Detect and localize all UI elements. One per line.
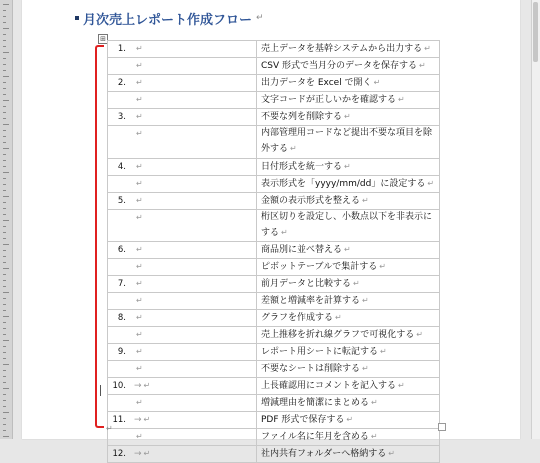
ruler-tick bbox=[3, 400, 6, 401]
table-row[interactable] bbox=[108, 41, 440, 58]
cell-mark-icon: ↵ bbox=[290, 144, 297, 153]
heading-line bbox=[75, 8, 264, 28]
step-description-cell[interactable] bbox=[257, 175, 440, 192]
cell-mark-icon: ↵ bbox=[371, 398, 378, 407]
cell-mark-icon: ↵ bbox=[136, 129, 143, 138]
step-description-cell[interactable] bbox=[257, 412, 440, 429]
step-description-cell[interactable] bbox=[257, 378, 440, 395]
cell-mark-icon: ↵ bbox=[136, 78, 143, 87]
step-number-cell[interactable] bbox=[108, 310, 257, 327]
step-description-cell[interactable] bbox=[257, 395, 440, 412]
cell-mark-icon: ↵ bbox=[427, 178, 435, 188]
step-description: 金額の表示形式を整える bbox=[261, 195, 361, 206]
ruler-tick bbox=[3, 268, 9, 269]
ruler-tick bbox=[3, 376, 6, 377]
ruler-tick bbox=[3, 64, 6, 65]
step-description: 表示形式を「yyyy/mm/dd」に設定する bbox=[261, 178, 426, 189]
tab-arrow-icon: → bbox=[134, 415, 142, 425]
step-number-cell[interactable] bbox=[108, 58, 257, 75]
step-number-cell[interactable] bbox=[108, 259, 257, 276]
cell-mark-icon: ↵ bbox=[136, 178, 143, 188]
paragraph-mark-icon: ↵ bbox=[256, 13, 264, 23]
step-description-cell[interactable] bbox=[257, 92, 440, 109]
step-number-cell[interactable] bbox=[108, 395, 257, 412]
step-description: 日付形式を統一する bbox=[261, 161, 343, 172]
cell-mark-icon: ↵ bbox=[380, 347, 387, 356]
step-number: 4. bbox=[117, 161, 126, 172]
ruler-tick bbox=[3, 310, 6, 311]
table-row[interactable] bbox=[108, 378, 440, 395]
step-number-cell[interactable] bbox=[108, 378, 257, 395]
step-number: 11. bbox=[112, 415, 126, 425]
cell-mark-icon: ↵ bbox=[362, 364, 369, 373]
page-title[interactable]: 月次売上レポート作成フロー bbox=[83, 12, 253, 28]
ruler-tick bbox=[3, 118, 6, 119]
cell-mark-icon: ↵ bbox=[136, 347, 143, 356]
step-description: 不要なシートは削除する bbox=[261, 364, 361, 374]
step-number-cell[interactable] bbox=[108, 109, 257, 126]
cell-mark-icon: ↵ bbox=[281, 227, 288, 237]
cell-mark-icon: ↵ bbox=[136, 296, 143, 305]
ruler-tick bbox=[3, 388, 9, 389]
step-number: 10. bbox=[112, 381, 126, 391]
cell-mark-icon: ↵ bbox=[143, 381, 151, 390]
step-description-cell[interactable] bbox=[257, 242, 440, 259]
ruler-tick bbox=[3, 238, 6, 239]
cell-mark-icon: ↵ bbox=[136, 262, 143, 271]
cell-mark-icon: ↵ bbox=[136, 212, 143, 222]
ruler-tick bbox=[3, 292, 9, 293]
step-description: 桁区切りを設定し、小数点以下を非表示にする bbox=[261, 211, 433, 238]
table-row[interactable] bbox=[108, 327, 440, 344]
step-description: レポート用シートに転記する bbox=[261, 347, 379, 357]
step-description: CSV 形式で当月分のデータを保存する bbox=[261, 61, 418, 71]
heading-bullet-icon bbox=[75, 16, 79, 20]
cell-mark-icon: ↵ bbox=[335, 313, 342, 322]
ruler-tick bbox=[3, 424, 6, 425]
ruler-tick bbox=[3, 418, 6, 419]
step-number-cell[interactable] bbox=[108, 293, 257, 310]
step-description: 文字コードが正しいかを確認する bbox=[261, 95, 397, 105]
cell-mark-icon: ↵ bbox=[136, 330, 143, 339]
ruler-tick bbox=[3, 334, 6, 335]
ruler-tick bbox=[3, 256, 6, 257]
flow-table[interactable] bbox=[107, 40, 440, 463]
step-description-cell[interactable] bbox=[257, 361, 440, 378]
end-paragraph-mark-icon: ↵ bbox=[106, 424, 113, 433]
ruler-tick bbox=[3, 274, 6, 275]
step-description-cell[interactable] bbox=[257, 75, 440, 92]
ruler-tick bbox=[3, 82, 6, 83]
ruler-tick bbox=[3, 124, 9, 125]
ruler-tick bbox=[3, 172, 9, 173]
step-number-cell[interactable] bbox=[108, 41, 257, 58]
table-row[interactable] bbox=[108, 175, 440, 192]
ruler-tick bbox=[3, 40, 6, 41]
ruler-tick bbox=[3, 22, 6, 23]
cell-mark-icon: ↵ bbox=[373, 78, 381, 87]
cell-mark-icon: ↵ bbox=[362, 195, 369, 205]
step-number-cell[interactable] bbox=[108, 126, 257, 159]
cell-mark-icon: ↵ bbox=[424, 44, 431, 53]
step-description-cell[interactable] bbox=[257, 259, 440, 276]
step-description-cell[interactable] bbox=[257, 276, 440, 293]
ruler-tick bbox=[3, 202, 6, 203]
step-number: 8. bbox=[117, 313, 126, 323]
ruler-tick bbox=[3, 52, 9, 53]
ruler-tick bbox=[3, 232, 6, 233]
cell-mark-icon: ↵ bbox=[136, 245, 143, 254]
cell-mark-icon: ↵ bbox=[136, 61, 143, 70]
step-number-cell[interactable] bbox=[108, 344, 257, 361]
ruler-tick bbox=[3, 46, 6, 47]
ruler-tick bbox=[3, 352, 6, 353]
ruler-tick bbox=[3, 358, 6, 359]
cell-mark-icon: ↵ bbox=[344, 161, 351, 171]
ruler-tick bbox=[3, 88, 6, 89]
cell-mark-icon: ↵ bbox=[136, 364, 143, 373]
table-row[interactable] bbox=[108, 276, 440, 293]
step-number-cell[interactable] bbox=[108, 92, 257, 109]
step-number-cell[interactable] bbox=[108, 276, 257, 293]
ruler-tick bbox=[3, 214, 6, 215]
step-description: 上長確認用にコメントを記入する bbox=[261, 381, 397, 391]
ruler-tick bbox=[3, 436, 9, 437]
step-description-cell[interactable] bbox=[257, 158, 440, 175]
step-number-cell[interactable] bbox=[108, 158, 257, 175]
ruler-tick bbox=[3, 94, 6, 95]
step-description: ピボットテーブルで集計する bbox=[261, 262, 378, 272]
scrollbar-thumb[interactable] bbox=[533, 2, 538, 62]
ruler-tick bbox=[3, 226, 6, 227]
ruler-tick bbox=[3, 160, 6, 161]
ruler-tick bbox=[3, 346, 6, 347]
ruler-tick bbox=[3, 280, 6, 281]
ruler-tick bbox=[3, 10, 6, 11]
step-description: 内部管理用コードなど提出不要な項目を除外する bbox=[261, 128, 433, 154]
tab-arrow-icon: → bbox=[134, 449, 142, 459]
step-description: 不要な列を削除する bbox=[261, 112, 343, 122]
ruler-tick bbox=[3, 76, 9, 77]
cell-mark-icon: ↵ bbox=[143, 449, 151, 458]
ruler-tick bbox=[3, 100, 9, 101]
cell-mark-icon: ↵ bbox=[136, 398, 143, 407]
cell-mark-icon: ↵ bbox=[398, 381, 405, 390]
ruler-tick bbox=[3, 58, 6, 59]
step-description-cell[interactable] bbox=[257, 344, 440, 361]
table-row[interactable] bbox=[108, 429, 440, 446]
step-description: 増減理由を簡潔にまとめる bbox=[261, 398, 370, 408]
vertical-scrollbar[interactable] bbox=[531, 0, 540, 439]
step-number: 5. bbox=[117, 195, 126, 206]
table-row[interactable] bbox=[108, 310, 440, 327]
step-number-cell[interactable] bbox=[108, 327, 257, 344]
table-row[interactable] bbox=[108, 158, 440, 175]
table-row[interactable] bbox=[108, 293, 440, 310]
table-row[interactable] bbox=[108, 75, 440, 92]
cell-mark-icon: ↵ bbox=[136, 44, 143, 53]
step-number: 12. bbox=[112, 449, 126, 459]
step-number-cell[interactable] bbox=[108, 192, 257, 209]
table-row[interactable] bbox=[108, 242, 440, 259]
vertical-ruler[interactable] bbox=[0, 0, 13, 439]
ruler-tick bbox=[3, 322, 6, 323]
ruler-tick bbox=[3, 28, 9, 29]
step-description: ファイル名に年月を含める bbox=[261, 432, 369, 442]
cell-mark-icon: ↵ bbox=[136, 313, 143, 322]
ruler-tick bbox=[3, 382, 6, 383]
step-description-cell[interactable] bbox=[257, 209, 440, 242]
ruler-tick bbox=[3, 220, 9, 221]
step-description-cell[interactable] bbox=[257, 58, 440, 75]
ruler-tick bbox=[3, 250, 6, 251]
ruler-tick bbox=[3, 196, 9, 197]
step-number-cell[interactable] bbox=[108, 446, 257, 463]
ruler-tick bbox=[3, 406, 6, 407]
step-description: 商品別に並べ替える bbox=[261, 245, 343, 255]
ruler-tick bbox=[3, 208, 6, 209]
cell-mark-icon: ↵ bbox=[136, 95, 143, 104]
ruler-tick bbox=[3, 106, 6, 107]
step-number: 9. bbox=[117, 347, 126, 357]
step-number-cell[interactable] bbox=[108, 242, 257, 259]
table-row[interactable] bbox=[108, 109, 440, 126]
ruler-tick bbox=[3, 394, 6, 395]
ruler-tick bbox=[3, 328, 6, 329]
ruler-tick bbox=[3, 364, 9, 365]
cell-mark-icon: ↵ bbox=[388, 449, 395, 458]
cell-mark-icon: ↵ bbox=[370, 432, 378, 441]
step-description-cell[interactable] bbox=[257, 192, 440, 209]
cell-mark-icon: ↵ bbox=[136, 112, 143, 121]
cell-mark-icon: ↵ bbox=[362, 296, 369, 305]
ruler-tick bbox=[3, 286, 6, 287]
ruler-tick bbox=[3, 166, 6, 167]
table-row[interactable] bbox=[108, 192, 440, 209]
cell-mark-icon: ↵ bbox=[143, 415, 151, 424]
table-row[interactable] bbox=[108, 92, 440, 109]
ruler-tick bbox=[3, 136, 6, 137]
step-number: 7. bbox=[117, 279, 126, 289]
table-row[interactable] bbox=[108, 412, 440, 429]
ruler-tick bbox=[3, 142, 6, 143]
table-row[interactable] bbox=[108, 58, 440, 75]
step-description-cell[interactable] bbox=[257, 126, 440, 159]
cell-mark-icon: ↵ bbox=[344, 245, 351, 254]
cell-mark-icon: ↵ bbox=[136, 161, 143, 171]
step-number: 1. bbox=[117, 44, 126, 54]
step-description-cell[interactable] bbox=[257, 109, 440, 126]
step-description-cell[interactable] bbox=[257, 327, 440, 344]
step-number-cell[interactable] bbox=[108, 209, 257, 242]
table-row[interactable] bbox=[108, 395, 440, 412]
ruler-tick bbox=[3, 112, 6, 113]
table-row[interactable] bbox=[108, 446, 440, 463]
table-move-handle-icon[interactable]: ⊞ bbox=[98, 34, 108, 44]
ruler-tick bbox=[3, 34, 6, 35]
ruler-tick bbox=[3, 154, 6, 155]
ruler-tick bbox=[3, 178, 6, 179]
table-row[interactable] bbox=[108, 361, 440, 378]
ruler-tick bbox=[3, 190, 6, 191]
cell-mark-icon: ↵ bbox=[353, 279, 360, 288]
step-description: 差額と増減率を計算する bbox=[261, 296, 361, 306]
ruler-tick bbox=[3, 298, 6, 299]
step-description-cell[interactable] bbox=[257, 446, 440, 463]
ruler-tick bbox=[3, 340, 9, 341]
table-row[interactable] bbox=[108, 209, 440, 242]
step-number-cell[interactable] bbox=[108, 429, 257, 446]
cell-mark-icon: ↵ bbox=[136, 195, 143, 205]
tab-arrow-icon: → bbox=[134, 381, 142, 391]
step-number-cell[interactable] bbox=[108, 175, 257, 192]
step-description-cell[interactable] bbox=[257, 429, 440, 446]
ruler-tick bbox=[3, 430, 6, 431]
step-description: グラフを作成する bbox=[261, 313, 334, 323]
step-number: 3. bbox=[117, 112, 126, 122]
step-number-cell[interactable] bbox=[108, 412, 257, 429]
table-row[interactable] bbox=[108, 126, 440, 159]
ruler-tick bbox=[3, 148, 9, 149]
table-row[interactable] bbox=[108, 259, 440, 276]
step-number: 6. bbox=[117, 245, 126, 255]
ruler-tick bbox=[3, 16, 6, 17]
table-row[interactable] bbox=[108, 344, 440, 361]
step-description: 売上推移を折れ線グラフで可視化する bbox=[261, 330, 415, 340]
cell-mark-icon: ↵ bbox=[136, 432, 143, 441]
ruler-tick bbox=[3, 262, 6, 263]
cell-mark-icon: ↵ bbox=[398, 95, 405, 104]
ruler-tick bbox=[3, 304, 6, 305]
text-cursor bbox=[100, 385, 101, 396]
red-bracket-annotation bbox=[95, 45, 104, 428]
cell-mark-icon: ↵ bbox=[136, 279, 143, 288]
ruler-tick bbox=[3, 370, 6, 371]
ruler-tick bbox=[3, 184, 6, 185]
ruler-tick bbox=[3, 316, 9, 317]
step-number-cell[interactable] bbox=[108, 75, 257, 92]
ruler-tick bbox=[3, 130, 6, 131]
ruler-tick bbox=[3, 412, 9, 413]
ruler-tick bbox=[3, 70, 6, 71]
cell-mark-icon: ↵ bbox=[344, 112, 351, 121]
ruler-tick bbox=[3, 244, 9, 245]
step-description: PDF 形式で保存する bbox=[261, 415, 345, 425]
table-resize-handle-icon[interactable] bbox=[438, 423, 446, 431]
step-number: 2. bbox=[117, 78, 126, 88]
ruler-tick bbox=[3, 4, 9, 5]
step-description: 売上データを基幹システムから出力する bbox=[261, 44, 423, 54]
cell-mark-icon: ↵ bbox=[379, 262, 386, 271]
cell-mark-icon: ↵ bbox=[416, 330, 423, 339]
step-description-cell[interactable] bbox=[257, 310, 440, 327]
step-description: 出力データを Excel で開く bbox=[261, 78, 372, 88]
step-description-cell[interactable] bbox=[257, 41, 440, 58]
cell-mark-icon: ↵ bbox=[346, 415, 354, 424]
step-description: 前月データと比較する bbox=[261, 279, 352, 289]
step-description-cell[interactable] bbox=[257, 293, 440, 310]
step-number-cell[interactable] bbox=[108, 361, 257, 378]
step-description: 社内共有フォルダーへ格納する bbox=[261, 449, 387, 459]
cell-mark-icon: ↵ bbox=[419, 61, 426, 70]
